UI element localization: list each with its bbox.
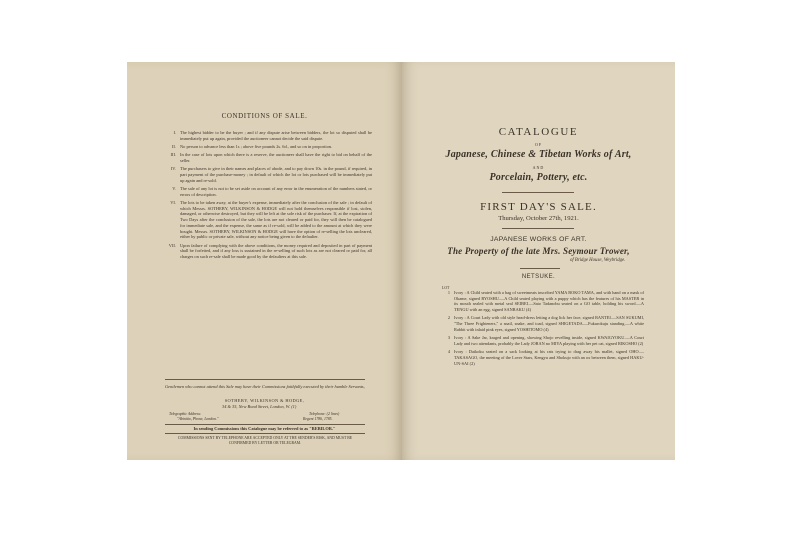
condition-item: VII. Upon failure of complying with the above conditions, the money required and deposited in part of payment shall be forfeited, and if any loss is sustained in the re-selling of such lots as are not cleared or paid for, all charges on such re-sale shall be made good by the defaulters at this sale. (168, 242, 372, 259)
lots-list (438, 290, 644, 369)
condition-item: V. The sale of any lot is not to be set aside on account of any error in the enumeration of the numbers stated, or errors of description. (172, 186, 372, 197)
and-label: AND (532, 165, 545, 170)
list-item: 3 Ivory : A Sake Jar, kraged and opening, showing Shojo revelling inside, signed KWAIGYOKU.—A Court Lady and two attendants, probably the Lady JORAN no MIYA playing with her pet cat, signed RIKOSHO (2) (447, 335, 644, 346)
category-title: NETSUKE. (521, 274, 556, 280)
condition-item: II. No person to advance less than 1s ; above five pounds 2s. 6d., and so on in proportion. (171, 144, 333, 149)
subtitle-works-of-art: Japanese, Chinese & Tibetan Works of Art, (445, 149, 632, 160)
conditions-title: CONDITIONS OF SALE. (221, 112, 308, 120)
sale-date: Thursday, October 27th, 1921. (498, 215, 579, 222)
firm-address: 34 & 35, New Bond Street, London, W. (1) (222, 404, 297, 409)
list-item: 4 Ivory : Daikoku seated on a sack looking at his rats trying to drag away his mallet, signed OHO.—TAKASAGO, the meeting of the Lover Stars, Kengyu and Shokujo with an ox between them, signed HAKU-UN-SAI (2) (447, 349, 644, 366)
of-label: OF (534, 142, 543, 147)
firm-name: SOTHEBY, WILKINSON & HODGE, (224, 398, 305, 403)
condition-item: III. In the case of lots upon which there is a reserve, the auctioneer shall have the right to bid on behalf of the seller. (170, 152, 372, 163)
lot-label: LOT (442, 286, 450, 290)
section-title: JAPANESE WORKS OF ART. (490, 236, 587, 243)
condition-item: VI. The lots to be taken away, at the buyer's expense, immediately after the conclusion of the sale ; in default of which Messrs. SOTHEBY, WILKINSON & HODGE will not hold themselves responsible if lost, stolen, damaged, or otherwise destroyed, but they will be left at the sole risk of the purchaser. If, at the expiration of Two Days after the conclusion of the sale, the lots are not cleared or paid for, they will then be catalogued for immediate sale, and the expense, the same as if re-sold, will be added to the amount at which they were bought. Messrs. SOTHEBY, WILKINSON & HODGE will have the option of re-selling the lots uncleared, either by public or private sale, without any notice being given to the defaulter. (170, 200, 372, 240)
telegraphic-label: Telegraphic Address: (169, 412, 202, 416)
conditions-list (160, 130, 372, 262)
divider (502, 192, 574, 193)
property-location: of Bridge House, Weybridge. (570, 258, 626, 263)
right-page (402, 62, 675, 460)
divider (165, 379, 365, 380)
divider (165, 424, 365, 425)
catalogue-title: CATALOGUE (498, 126, 579, 138)
commission-reference: In sending Commissions this Catalogue may be referred to as "REBILOR." (193, 426, 336, 431)
telephone-label: Telephone: (2 lines) (309, 412, 340, 416)
list-item: 2 Ivory : A Court Lady with old style head-dress letting a dog lick her face, signed RANTEI.—SAN SUKUMI, "The Three Frighteners," a snail, snake, and toad, signed SHIGETADA.—Fukurokuju standing.—A white Rabbit with inlaid pink eyes, signed YOSHITOMO (4) (447, 315, 644, 332)
sale-day-title: FIRST DAY'S SALE. (480, 201, 597, 213)
commissions-note: Gentlemen who cannot attend this Sale may have their Commissions faithfully executed by their humble Servants, (165, 384, 365, 389)
divider (165, 433, 365, 434)
telephone-notice: COMMISSIONS SENT BY TELEPHONE ARE ACCEPTED ONLY AT THE SENDER'S RISK, AND MUST BE CONFIRMED BY LETTER OR TELEGRAM. (177, 436, 353, 445)
telephone-value: Regent 1786, 1785. (303, 417, 333, 421)
property-owner: The Property of the late Mrs. Seymour Trower, (447, 246, 630, 256)
subtitle-porcelain: Porcelain, Pottery, etc. (489, 172, 588, 183)
condition-item: IV. The purchasers to give in their names and places of abode, and to pay down 10s. in the pound, if required, in part payment of the purchase-money ; in default of which the lot or lots purchased will be immediately put up again and re-sold. (170, 166, 372, 183)
divider (520, 268, 560, 269)
divider (502, 228, 574, 229)
left-page (127, 62, 402, 460)
condition-item: I. The highest bidder to be the buyer ; and if any dispute arise between bidders, the lot so disputed shall be immediately put up again, provided the auctioneer cannot decide the said dispute. (173, 130, 372, 141)
telegraphic-value: "Abinitio, Phone, London." (177, 417, 219, 421)
list-item: 1 Ivory : A Child seated with a bag of sweetmeats inscribed YAMA BOKO TAMA, and with hand on a mask of Okame, signed RYOSHU.—A Child seated playing with a puppy which has the features of his MASTER in its mouth sealed with metal seal SEIBEI.—Sato Tadanobu seated on a GO table, holding his sword.—A TENGU with an egg, signed SANRAKU (4) (447, 290, 644, 312)
